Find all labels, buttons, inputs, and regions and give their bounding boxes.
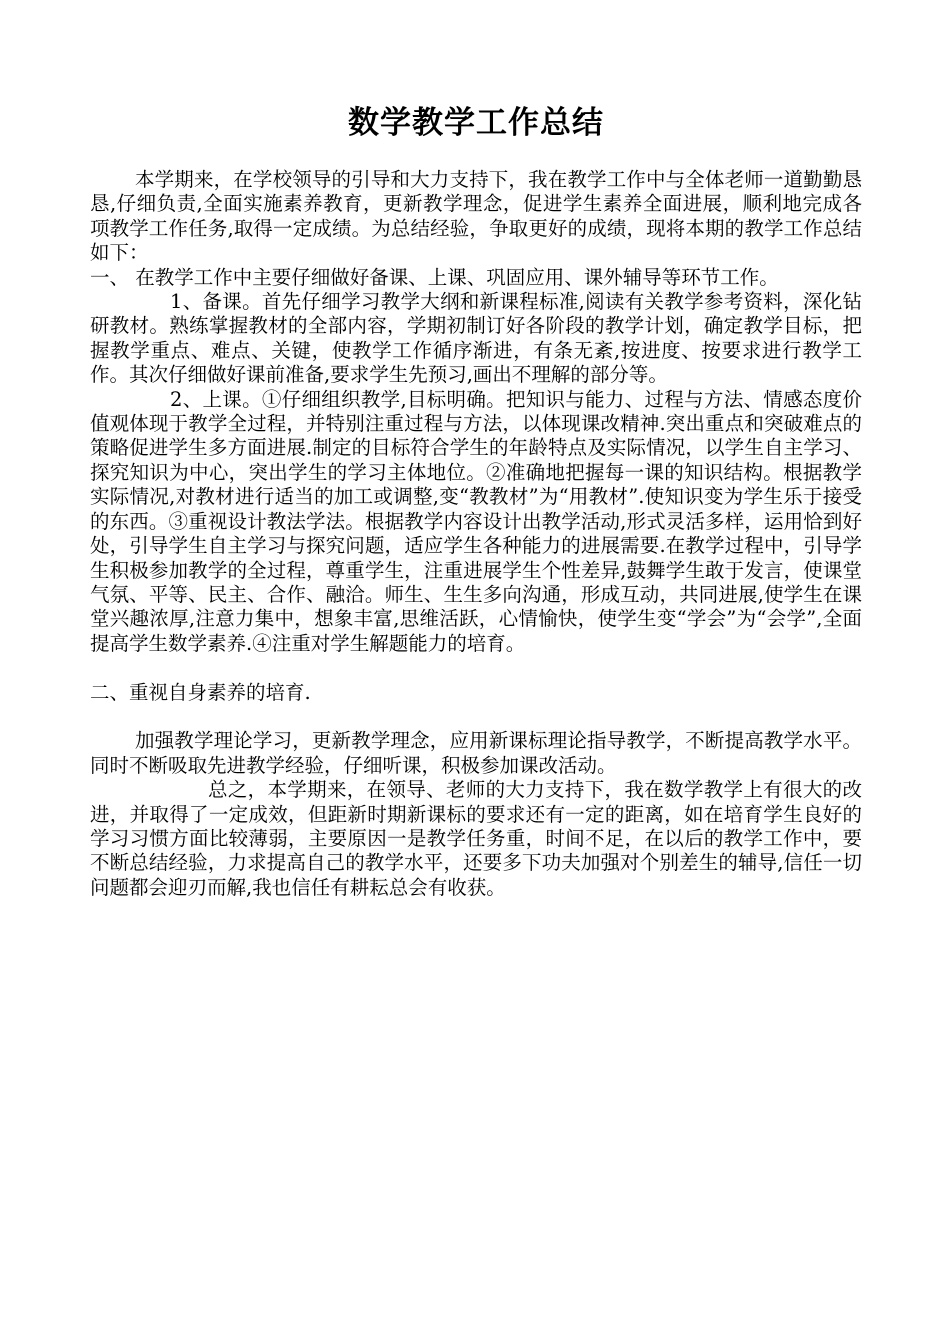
section-2-heading: 二、重视自身素养的培育. bbox=[90, 680, 311, 704]
conclusion-paragraph: 总之，本学期来，在领导、老师的大力支持下，我在数学教学上有很大的改进，并取得了一定成效，但距新时期新课标的要求还有一定的距离，如在培育学生良好的学习习惯方面比较薄弱，主要原因一是教学任务重，时间不足，在以后的教学工作中，要不断总结经验，力求提高自己的教学水平，还要多下功夫加强对个别差生的辅导,信任一切问题都会迎刃而解,我也信任有耕耘总会有收获。 bbox=[90, 778, 862, 899]
section-2-body: 加强教学理论学习，更新教学理念，应用新课标理论指导教学，不断提高教学水平。同时不断吸取先进教学经验，仔细听课，积极参加课改活动。 bbox=[90, 729, 862, 777]
document-page bbox=[90, 100, 862, 900]
blank-line bbox=[90, 656, 862, 680]
section-1-heading: 一、 在教学工作中主要仔细做好备课、上课、巩固应用、课外辅导等环节工作。 bbox=[90, 265, 779, 289]
blank-line bbox=[90, 705, 862, 729]
page-title: 数学教学工作总结 bbox=[348, 105, 604, 141]
intro-paragraph: 本学期来，在学校领导的引导和大力支持下，我在教学工作中与全体老师一道勤勤恳恳,仔细负责,全面实施素养教育，更新教学理念，促进学生素养全面进展，顺利地完成各项教学工作任务,取得一定成绩。为总结经验，争取更好的成绩，现将本期的教学工作总结如下： bbox=[90, 168, 862, 265]
item-1-lesson-prep: 1、备课。首先仔细学习教学大纲和新课程标准,阅读有关教学参考资料，深化钻研教材。熟练掌握教材的全部内容，学期初制订好各阶段的教学计划，确定教学目标，把握教学重点、难点、关键，使教学工作循序渐进，有条无紊,按进度、按要求进行教学工作。其次仔细做好课前准备,要求学生先预习,画出不理解的部分等。 bbox=[90, 290, 862, 387]
item-2-teaching: 2、上课。①仔细组织教学,目标明确。把知识与能力、过程与方法、情感态度价值观体现于教学全过程，并特别注重过程与方法，以体现课改精神.突出重点和突破难点的策略促进学生多方面进展.制定的目标符合学生的年龄特点及实际情况，以学生自主学习、探究知识为中心，突出学生的学习主体地位。②准确地把握每一课的知识结构。根据教学实际情况,对教材进行适当的加工或调整,变“教教材”为“用教材”.使知识变为学生乐于接受的东西。③重视设计教法学法。根据教学内容设计出教学活动,形式灵活多样，运用恰到好处，引导学生自主学习与探究问题，适应学生各种能力的进展需要.在教学过程中，引导学生积极参加教学的全过程，尊重学生，注重进展学生个性差异,鼓舞学生敢于发言，使课堂气氛、平等、民主、合作、融洽。师生、生生多向沟通，形成互动，共同进展,使学生在课堂兴趣浓厚,注意力集中，想象丰富,思维活跃，心情愉快，使学生变“学会”为“会学”,全面提高学生数学素养.④注重对学生解题能力的培育。 bbox=[90, 387, 862, 655]
